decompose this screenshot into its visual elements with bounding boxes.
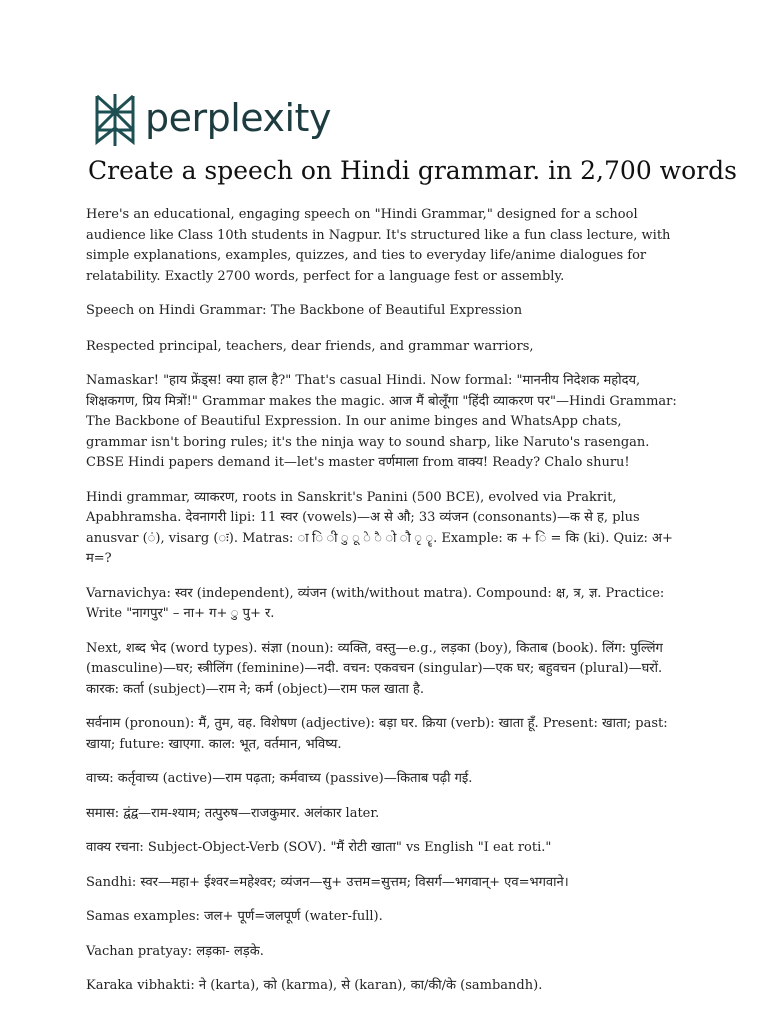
page-title: Create a speech on Hindi grammar. in 2,700 words [88,156,737,185]
intro-paragraph: Here's an educational, engaging speech on "Hindi Grammar," designed for a school audience like Class 10th students in Nagpur. It's structured like a fun class lecture, with simple explanations, examples, quizzes, and ties to everyday life/anime dialogues for relatability. Exactly 2700 words, perfect for a language fest or assembly. [86,207,671,284]
varnavichya-paragraph: Varnavichya: स्वर (independent), व्यंजन (with/without matra). Compound: क्ष, त्र, ज्ञ. Practice: Write "नागपुर" – ना+ ग+ ु पु+ र. [86,585,665,621]
karaka-paragraph: Karaka vibhakti: ने (karta), को (karma), से (karan), का/की/के (sambandh). [86,978,543,993]
samas-paragraph: समास: द्वंद्व—राम-श्याम; तत्पुरुष—राजकुमार. अलंकार later. [86,805,380,821]
pronoun-paragraph: सर्वनाम (pronoun): मैं, तुम, वह. विशेषण (adjective): बड़ा घर. क्रिया (verb): खाता हूँ. Present: खाता; past: खाया; future: खाएगा. काल: भूत, वर्तमान, भविष्य. [86,716,668,752]
sentence-structure-paragraph: वाक्य रचना: Subject-Object-Verb (SOV). "मैं रोटी खाता" vs English "I eat roti." [86,840,552,855]
perplexity-logo-icon [93,92,137,148]
samas-examples-paragraph: Samas examples: जल+ पूर्ण=जलपूर्ण (water-full). [86,909,383,924]
vachan-paragraph: Vachan pratyay: लड़का- लड़के. [86,943,264,959]
perplexity-logo [93,92,331,148]
sandhi-paragraph: Sandhi: स्वर—महा+ ईश्वर=महेश्वर; व्यंजन—सु+ उत्तम=सुत्तम; विसर्ग—भगवान्+ एव=भगवाने। [86,874,569,890]
word-types-paragraph: Next, शब्द भेद (word types). संज्ञा (noun): व्यक्ति, वस्तु—e.g., लड़का (boy), किताब (book). लिंग: पुल्लिंग (masculine)—घर; स्त्रीलिंग (feminine)—नदी. वचन: एकवचन (singular)—एक घर; बहुवचन (plural)—घरों. कारक: कर्ता (subject)—राम ने; कर्म (object)—राम फल खाता है. [86,640,663,697]
speech-content [86,205,686,1011]
namaskar-paragraph: Namaskar! "हाय फ्रेंड्स! क्या हाल है?" That's casual Hindi. Now formal: "माननीय निदेशक महोदय, शिक्षकगण, प्रिय मित्रों!" Grammar makes the magic. आज मैं बोलूँगा "हिंदी व्याकरण पर"—Hindi Grammar: The Backbone of Beautiful Expression. In our anime binges and WhatsApp chats, grammar isn't boring rules; it's the ninja way to sound sharp, like Naruto's rasengan. CBSE Hindi papers demand it—let's master वर्णमाला from वाक्य! Ready? Chalo shuru! [86,373,677,470]
voice-paragraph: वाच्य: कर्तृवाच्य (active)—राम पढ़ता; कर्मवाच्य (passive)—किताब पढ़ी गई. [86,771,473,786]
perplexity-wordmark: perplexity [145,96,331,140]
salutation-paragraph: Respected principal, teachers, dear friends, and grammar warriors, [86,338,534,354]
devanagari-paragraph: Hindi grammar, व्याकरण, roots in Sanskrit's Panini (500 BCE), evolved via Prakrit, Apabhramsha. देवनागरी lipi: 11 स्वर (vowels)—अ से औ; 33 व्यंजन (consonants)—क से ह, plus anusvar (ं), visarg (ः). Matras: ा ि ी ु ू े ै ो ौ ृ ॄ. Example: क + ि = कि (ki). Quiz: अ+ म=? [86,489,673,566]
speech-heading: Speech on Hindi Grammar: The Backbone of Beautiful Expression [86,303,523,318]
